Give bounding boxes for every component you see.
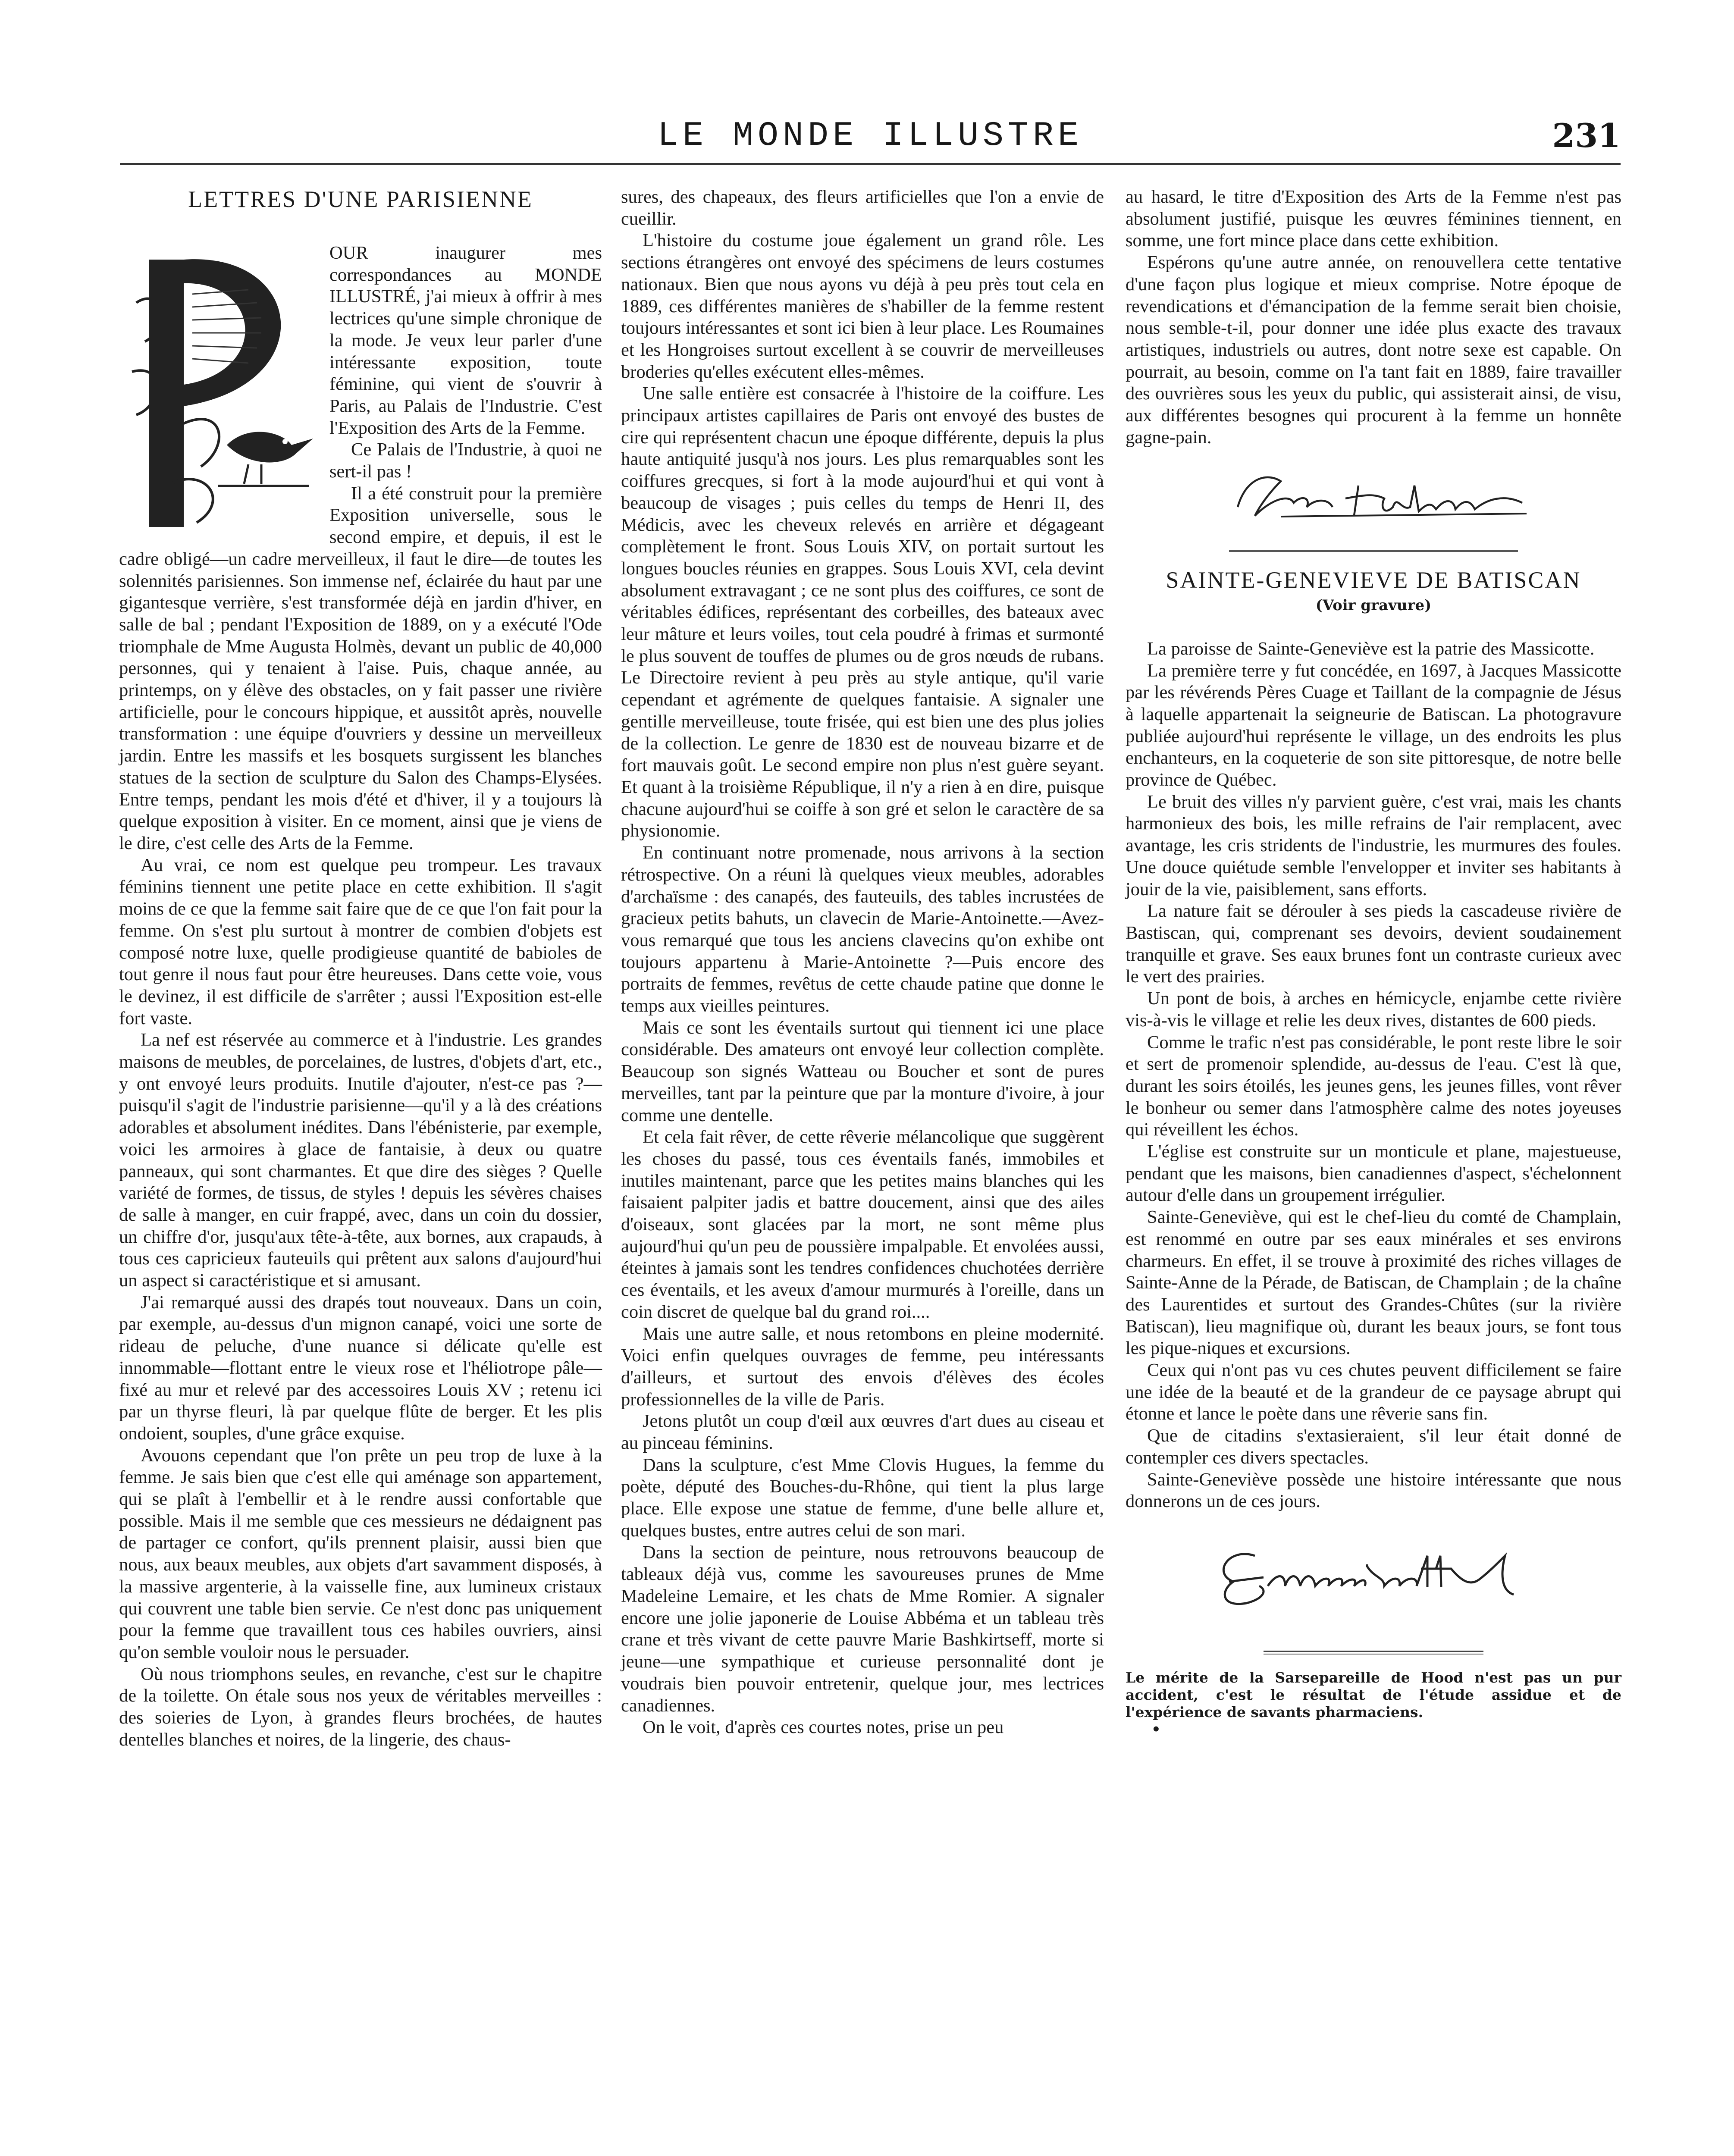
- article-title: SAINTE-GENEVIEVE DE BATISCAN: [1166, 567, 1581, 593]
- article-subtitle: (Voir gravure): [1315, 597, 1432, 614]
- dropcap-illustration: [119, 242, 322, 544]
- article-title: LETTRES D'UNE PARISIENNE: [188, 186, 533, 212]
- column-1: [119, 186, 602, 1751]
- advertisement-text: Le mérite de la Sarsepareille de Hood n'est pas un pur accident, c'est le résultat de l'étude assidue et de l'expérience de savants pharmaciens.: [1126, 1669, 1621, 1720]
- paragraph: Une salle entière est consacrée à l'histoire de la coiffure. Les principaux artistes capillaires de Paris ont envoyé des bustes de cire qui représentent chacun une époque différente, depuis la plus haute antiquité jusqu'à nos jours. Les plus remarquables sont les coiffures grecques, si fort à la mode aujourd'hui et qui vont à beaucoup de visages ; puis celles du temps de Henri II, des Médicis, avec les cheveux relevés en arrière et dégageant complètement le front. Sous Louis XIV, on portait surtout les longues boucles réunies en grappes. Sous Louis XVI, cela devint absolument extravagant ; ce ne sont plus des coiffures, ce sont de véritables édifices, représentant des corbeilles, des bateaux avec leur mâture et leurs voiles, tout cela poudré à frimas et surmonté le plus souvent de touffes de plumes ou de gros nœuds de rubans. Le Directoire revient à peu près au style antique, qu'il varie cependant et agrémente de quelques fantaisie. A signaler une gentille merveilleuse, toute frisée, qui est bien une des plus jolies de la collection. Le genre de 1830 est de nouveau bizarre et de fort mauvais goût. Le second empire non plus n'est guère seyant. Et quant à la troisième République, il n'y a rien à en dire, puisque chacune aujourd'hui se coiffe à son gré et selon le caractère de sa physionomie.: [621, 383, 1104, 841]
- divider: [1264, 1654, 1483, 1655]
- divider: [1264, 1651, 1483, 1652]
- paragraph: En continuant notre promenade, nous arrivons à la section rétrospective. On a réuni là quelques vieux meubles, adorables d'archaïsme : des canapés, des fauteuils, des tables incrustées de gracieux petits bahuts, un clavecin de Marie-Antoinette.—Avez-vous remarqué que tous les anciens clavecins qu'on exhibe ont toujours appartenu à Marie-Antoinette ?—Puis encore des portraits de femmes, revêtus de cette chaude patine que donne le temps aux vieilles peintures.: [621, 843, 1104, 1016]
- paragraph: Mais ce sont les éventails surtout qui tiennent ici une place considérable. Des amateurs ont envoyé leur collection complète. Beaucoup son signés Watteau ou Boucher et sont de pures merveilles, tant par la peinture que par la monture d'ivoire, à jour comme une dentelle.: [621, 1017, 1104, 1125]
- paragraph: Ce Palais de l'Industrie, à quoi ne sert-il pas !: [329, 439, 602, 482]
- paragraph: Sainte-Geneviève possède une histoire intéressante que nous donnerons un de ces jours.: [1126, 1469, 1621, 1512]
- paragraph: Mais une autre salle, et nous retombons en pleine modernité. Voici enfin quelques ouvrages de femme, peu intéressants d'ailleurs, et surtout des envois d'élèves des écoles professionnelles de la ville de Paris.: [621, 1323, 1104, 1410]
- paragraph: au hasard, le titre d'Exposition des Arts de la Femme n'est pas absolument justifié, puisque les œuvres féminines tiennent, en somme, une fort mince place dans cette exhibition.: [1126, 187, 1621, 251]
- header-rule: [120, 163, 1621, 165]
- paragraph: Il a été construit pour la première Exposition universelle, sous le second empire, et depuis, il est le cadre obligé—un cadre merveilleux, il faut le dire—de toutes les solennités parisiennes. Son immense nef, éclairée du haut par une gigantesque verrière, s'est transformée déjà en jardin d'hiver, en salle de bal ; pendant l'Exposition de 1889, on y a exécuté l'Ode triomphale de Mme Augusta Holmès, devant un public de 40,000 personnes, qui y tenaient à l'aise. Puis, chaque année, au printemps, on y élève des obstacles, on y fait passer une rivière artificielle, pour le concours hippique, et aussitôt après, nouvelle transformation : une équipe d'ouvriers y dessine un merveilleux jardin. Entre les massifs et les bosquets surgissent les blanches statues de la section de sculpture du Salon des Champs-Elysées. Entre temps, pendant les mois d'été et d'hiver, il y a toujours là quelque exposition à visiter. En ce moment, ainsi que je viens de le dire, c'est celle des Arts de la Femme.: [119, 483, 602, 853]
- signature-heilmann: [1229, 468, 1531, 524]
- masthead: LE MONDE ILLUSTRE: [657, 116, 1083, 156]
- paragraph: Et cela fait rêver, de cette rêverie mélancolique que suggèrent les choses du passé, tous ces éventails fanés, immobiles et inutiles maintenant, parce que les petites mains blanches qui les faisaient palpiter jadis et battre doucement, ainsi que des ailes d'oiseaux, sont glacées par la mort, ne sont même plus aujourd'hui qu'un peu de poussière impalpable. Et envolées aussi, éteintes à jamais sont les tendres confidences chuchotées derrière ces éventails, et les aveux d'amour murmurés à l'oreille, dans un coin discret de quelque bal du grand roi....: [621, 1127, 1104, 1322]
- paragraph: Espérons qu'une autre année, on renouvellera cette tentative d'une façon plus logique et mieux comprise. Notre époque de revendications et d'émancipation de la femme serait bien choisie, nous semble-t-il, pour donner une idée plus exacte des travaux artistiques, industriels ou autres, dont notre sexe est capable. On pourrait, au besoin, comme on l'a tant fait en 1889, faire travailler des ouvrières sous les yeux du public, qui assisterait ainsi, de visu, aux différentes besognes qui procurent à la femme un honnête gagne-pain.: [1126, 252, 1621, 448]
- column-2: [621, 186, 1104, 1739]
- page-header: [120, 116, 1621, 168]
- advertisement: [1126, 1669, 1621, 1738]
- paragraph: Ceux qui n'ont pas vu ces chutes peuvent difficilement se faire une idée de la beauté et de la grandeur de ce paysage abrupt qui étonne et lance le poète dans une rêverie sans fin.: [1126, 1360, 1621, 1424]
- paragraph: Jetons plutôt un coup d'œil aux œuvres d'art dues au ciseau et au pinceau féminins.: [621, 1411, 1104, 1454]
- paragraph: Avouons cependant que l'on prête un peu trop de luxe à la femme. Je sais bien que c'est elle qui aménage son appartement, qui se plaît à l'embellir et à le rendre aussi confortable que possible. Mais il me semble que ces messieurs ne dédaignent pas de partager ce confort, qu'ils prennent plaisir, aussi bien que nous, aux beaux meubles, aux objets d'art savamment disposés, à la massive argenterie, à la vaisselle fine, aux lumineux cristaux qui couvrent une table bien servie. Ce n'est donc pas uniquement pour la femme que travaillent tous ces habiles ouvriers, ainsi qu'on semble vouloir nous le persuader.: [119, 1445, 602, 1662]
- paragraph: La nature fait se dérouler à ses pieds la cascadeuse rivière de Bastiscan, qui, comprenant ses devoirs, devient soudainement tranquille et grave. Ses eaux brunes font un contraste curieux avec le vert des prairies.: [1126, 901, 1621, 987]
- paragraph: Comme le trafic n'est pas considérable, le pont reste libre le soir et sert de promenoir splendide, au-dessus de l'eau. C'est là que, durant les soirs étoilés, les jeunes gens, les jeunes filles, vont rêver le bonheur ou semer dans l'atmosphère calme des notes joyeuses qui réveillent les échos.: [1126, 1032, 1621, 1140]
- paragraph: L'église est construite sur un monticule et plane, majestueuse, pendant que les maisons, bien canadiennes d'aspect, s'échelonnent autour d'elle dans un groupement irrégulier.: [1126, 1141, 1621, 1206]
- divider: [1229, 550, 1518, 552]
- paragraph: On le voit, d'après ces courtes notes, prise un peu: [643, 1717, 1004, 1738]
- paragraph: Le bruit des villes n'y parvient guère, c'est vrai, mais les chants harmonieux des bois, les mille refrains de l'air remplacent, avec avantage, les cris stridents de l'industrie, les murmures des foules. Une douce quiétude semble l'envelopper et inviter ses habitants à jouir de la vie, paisiblement, sans efforts.: [1126, 791, 1621, 899]
- paragraph: Au vrai, ce nom est quelque peu trompeur. Les travaux féminins tiennent une petite place en cette exhibition. Il s'agit moins de ce que la femme sait faire que de ce que l'on fait pour la femme. On s'est plu surtout à montrer de combien d'objets est composé notre luxe, quelle prodigieuse quantité de babioles de tout genre il nous faut pour être heureuses. Dans cette voie, vous le devinez, il est difficile de s'arrêter ; aussi l'Exposition est-elle fort vaste.: [119, 855, 602, 1028]
- paragraph: Dans la sculpture, c'est Mme Clovis Hugues, la femme du poète, député des Bouches-du-Rhône, qui tient la plus large place. Elle expose une statue de femme, d'une belle allure et, quelques bustes, entre autres celui de son mari.: [621, 1454, 1104, 1541]
- paragraph: La nef est réservée au commerce et à l'industrie. Les grandes maisons de meubles, de porcelaines, de lustres, d'objets d'art, etc., y ont envoyé leurs produits. Inutile d'ajouter, n'est-ce pas ?—puisqu'il s'agit de l'industrie parisienne—qu'il y a là des créations adorables et absolument inédites. Dans l'ébénisterie, par exemple, voici les armoires à glace de fantaisie, à deux ou quatre panneaux, qui sont charmantes. Et que dire des sièges ? Quelle variété de formes, de tissus, de styles ! depuis les sévères chaises de salle à manger, en cuir frappé, avec, dans un coin du dossier, un chiffre d'or, jusqu'aux tête-à-tête, aux bornes, aux crapauds, à tous ces capricieux fauteuils qui prêtent aux salons d'aujourd'hui un aspect si caractéristique et si amusant.: [119, 1030, 602, 1291]
- page-number: 231: [1552, 116, 1621, 155]
- paragraph: Que de citadins s'extasieraient, s'il leur était donné de contempler ces divers spectacles.: [1126, 1426, 1621, 1468]
- paragraph: L'histoire du costume joue également un grand rôle. Les sections étrangères ont envoyé des spécimens de leurs costumes nationaux. Bien que nous ayons vu déjà à peu près tout cela en 1889, ces différentes manières de s'habiller de la femme restent toujours intéressantes et sont ici bien à leur place. Les Roumaines et les Hongroises surtout excellent à se couvrir de merveilleuses broderies qu'elles exécutent elles-mêmes.: [621, 230, 1104, 382]
- paragraph: La première terre y fut concédée, en 1697, à Jacques Massicotte par les révérends Pères Cuage et Taillant de la compagnie de Jésus à laquelle appartenait la seigneurie de Batiscan. La photogravure publiée aujourd'hui représente le village, un des endroits les plus enchanteurs, en la coqueterie de son site pittoresque, de notre belle province de Québec.: [1126, 660, 1621, 790]
- column-3: [1126, 186, 1621, 1738]
- paragraph: Sainte-Geneviève, qui est le chef-lieu du comté de Champlain, est renommé en outre par ses eaux minérales et ses environs charmeurs. En effet, il se trouve à proximité des riches villages de Sainte-Anne de la Pérade, de Batiscan, de Champlain ; de la chaîne des Laurentides et surtout des Grandes-Chûtes (sur la rivière Batiscan), lieu magnifique où, durant les beaux jours, se font tous les pique-niques et excursions.: [1126, 1207, 1621, 1359]
- paragraph: sures, des chapeaux, des fleurs artificielles que l'on a envie de cueillir.: [621, 187, 1104, 229]
- bullet-icon: •: [1151, 1720, 1161, 1738]
- signature-massicotte: [1203, 1539, 1531, 1616]
- paragraph: La paroisse de Sainte-Geneviève est la patrie des Massicotte.: [1147, 638, 1595, 659]
- paragraph: Où nous triomphons seules, en revanche, c'est sur le chapitre de la toilette. On étale sous nos yeux de véritables merveilles : des soieries de Lyon, à grandes fleurs brochées, de hautes dentelles blanches et noires, de la lingerie, des chaus-: [119, 1664, 602, 1750]
- paragraph: OUR inaugurer mes correspondances au MONDE ILLUSTRÉ, j'ai mieux à offrir à mes lectrices qu'une simple chronique de la mode. Je veux leur parler d'une intéressante exposition, toute féminine, qui vient de s'ouvrir à Paris, au Palais de l'Industrie. C'est l'Exposition des Arts de la Femme.: [329, 243, 602, 438]
- ornamental-letter-p-icon: [119, 242, 322, 544]
- paragraph: J'ai remarqué aussi des drapés tout nouveaux. Dans un coin, par exemple, au-dessus d'un mignon canapé, voici une sorte de rideau de peluche, d'une nuance si délicate qu'elle est innommable—flottant entre le vieux rose et l'héliotrope pâle—fixé au mur et relevé par des accessoires Louis XV ; retenu ici par un thyrse fleuri, là par quelque flûte de berger. Et les plis ondoient, souples, d'une grâce exquise.: [119, 1292, 602, 1444]
- paragraph: Dans la section de peinture, nous retrouvons beaucoup de tableaux déjà vus, comme les savoureuses prunes de Mme Madeleine Lemaire, et les chats de Mme Romier. A signaler encore une jolie japonerie de Louise Abbéma et un tableau très crane et très vivant de cette pauvre Marie Bashkirtseff, morte si jeune—une sympathique et curieuse personnalité dont je voudrais bien pouvoir entretenir, quelque jour, mes lectrices canadiennes.: [621, 1542, 1104, 1716]
- paragraph: Un pont de bois, à arches en hémicycle, enjambe cette rivière vis-à-vis le village et relie les deux rives, distantes de 600 pieds.: [1126, 988, 1621, 1031]
